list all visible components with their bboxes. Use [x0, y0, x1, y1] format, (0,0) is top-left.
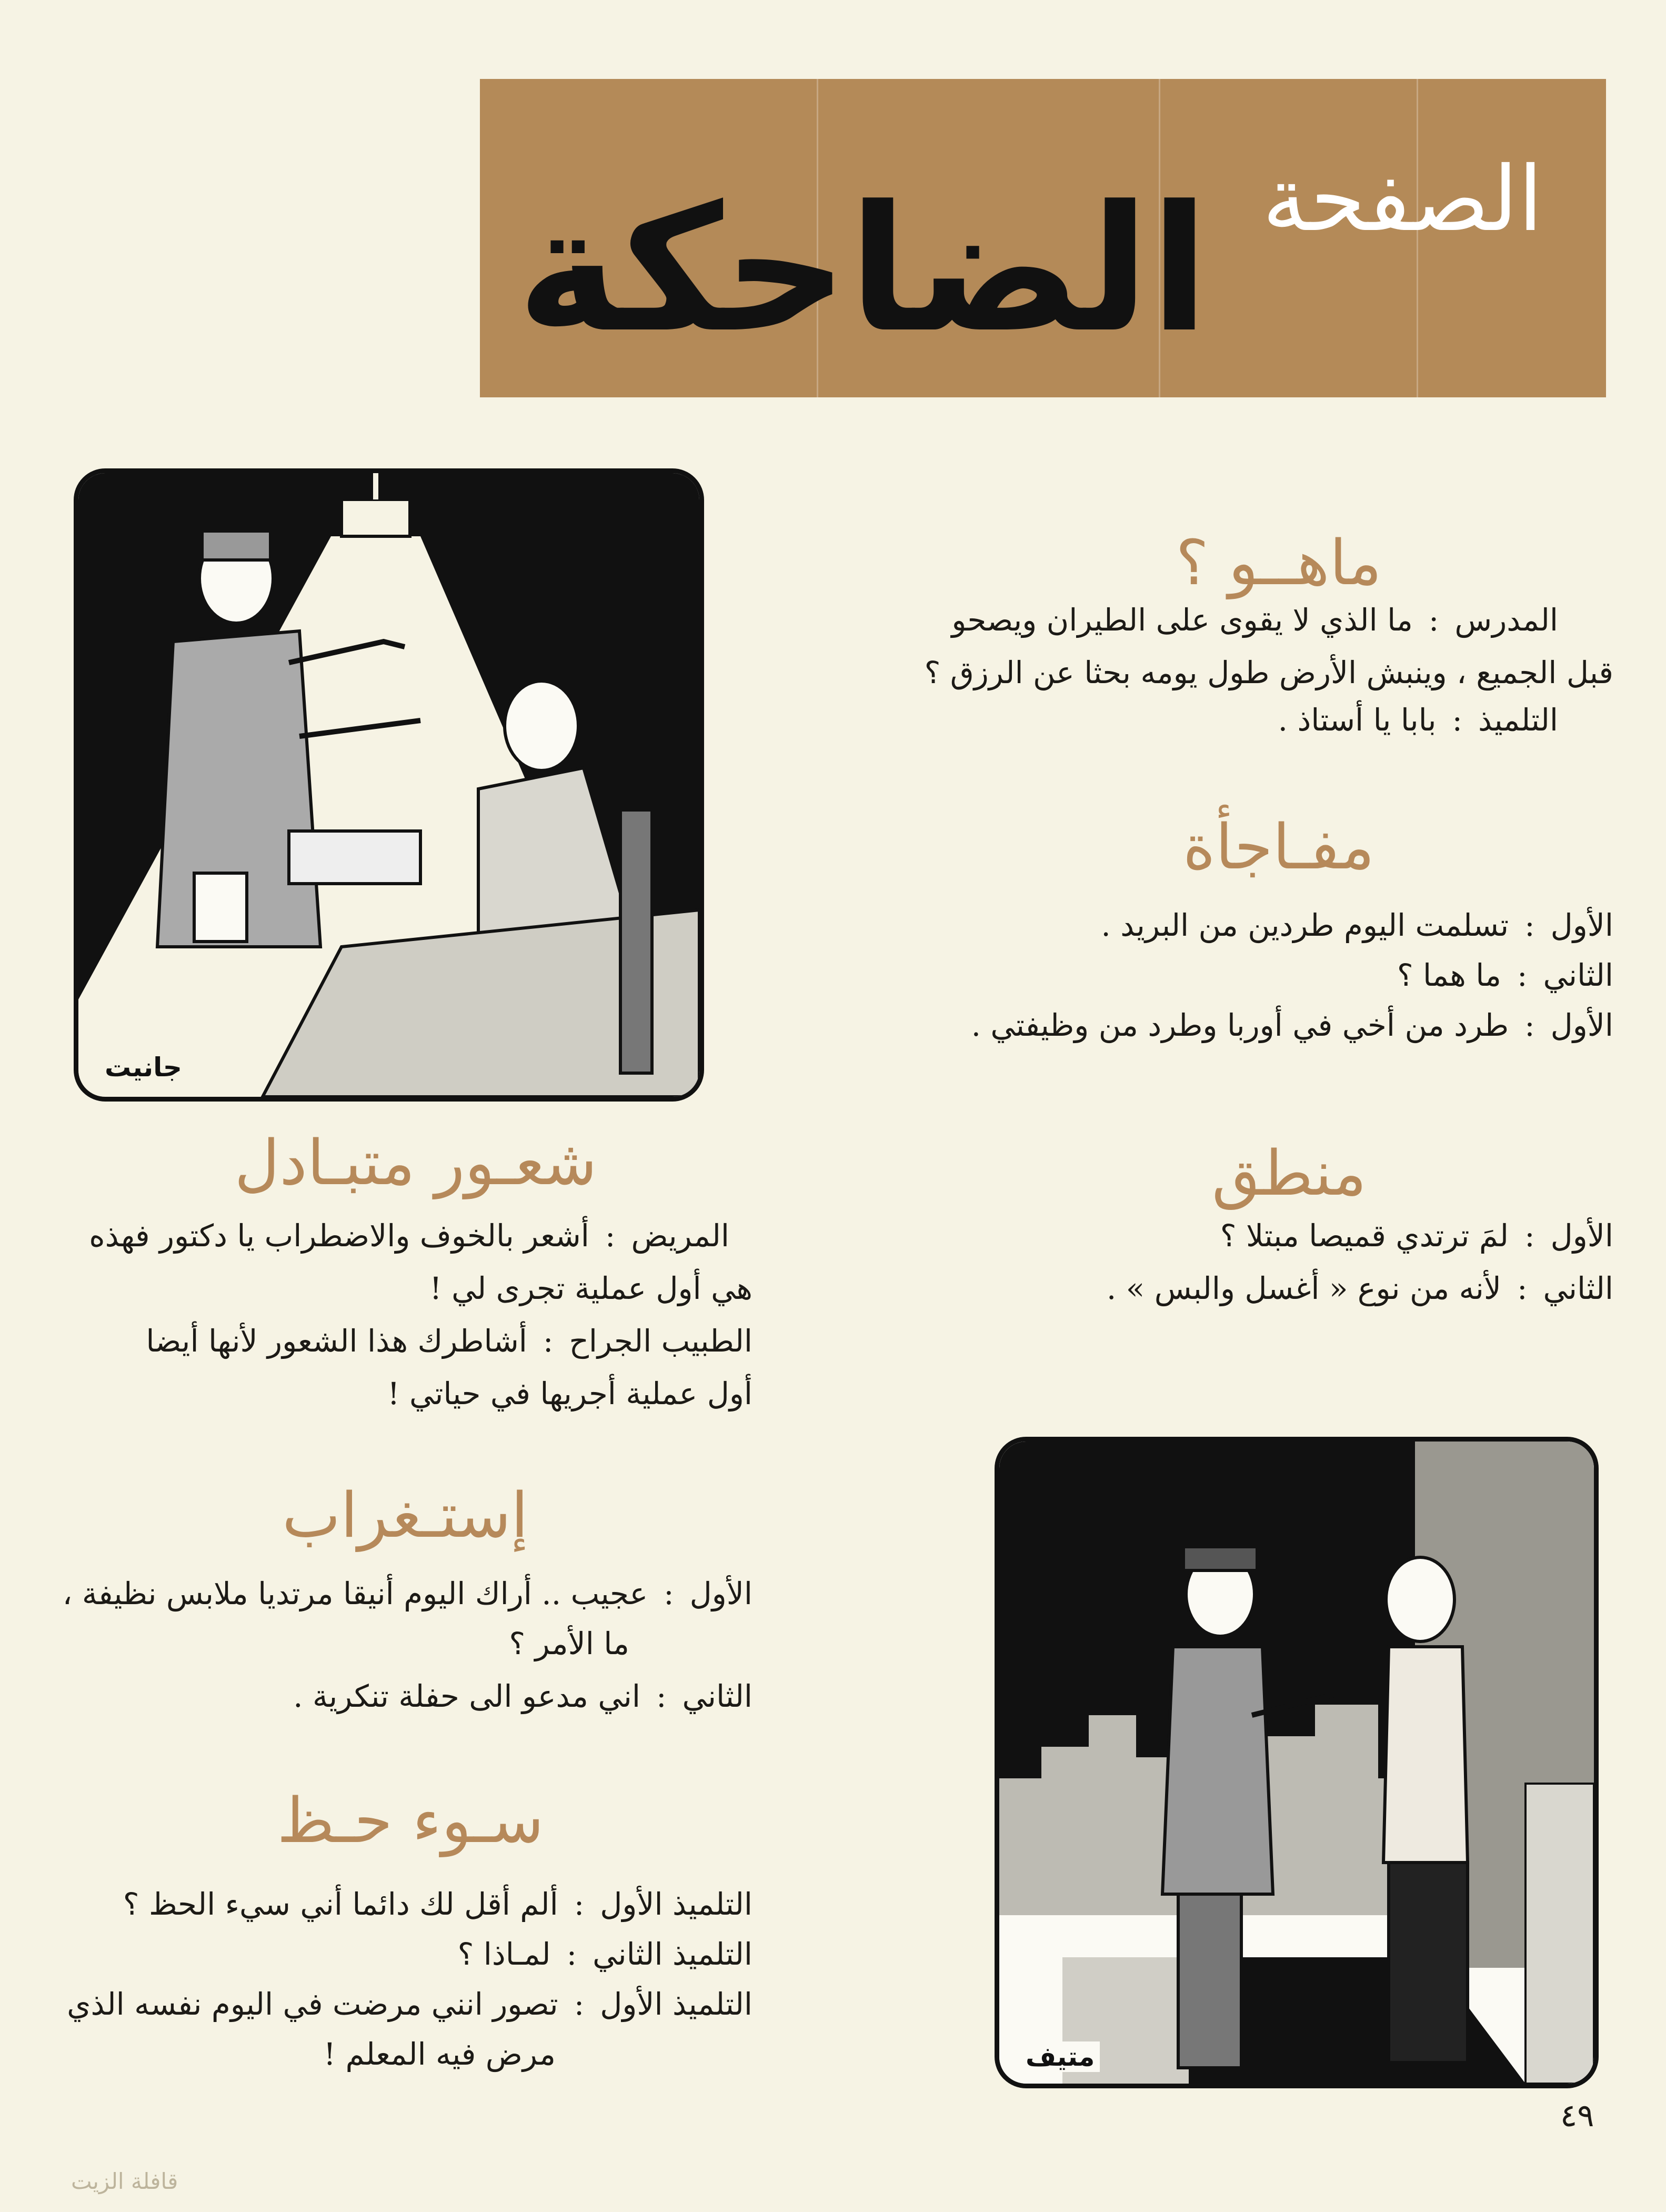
istighrab-line-2: [509, 1618, 629, 1669]
maho-line-3: التلميذ:بابا يا أستاذ .: [1278, 695, 1558, 745]
street-cartoon-signature: متيف: [1020, 2041, 1100, 2072]
mantiq-line-1: الأول:لمَ ترتدي قميصا مبتلا ؟: [1220, 1210, 1613, 1261]
dialogue-text: قبل الجميع ، وينبش الأرض طول يومه بحثا عن الرزق ؟: [924, 655, 1613, 690]
speaker: التلميذ الأول: [600, 1886, 752, 1922]
page-number: ٤٩: [1560, 2097, 1594, 2134]
speaker: التلميذ الأول: [600, 1986, 752, 2022]
istighrab-line-3: الثاني:اني مدعو الى حفلة تنكرية .: [293, 1671, 752, 1721]
speaker: الثاني: [1543, 1270, 1613, 1306]
header-title: الضاحكة: [517, 168, 1209, 371]
dialogue-text: طرد من أخي في أوربا وطرد من وظيفتي .: [971, 1007, 1509, 1043]
dialogue-text: ما الذي لا يقوى على الطيران ويصحو: [951, 602, 1413, 638]
speaker: التلميذ الثاني: [593, 1936, 752, 1972]
speaker: الأول: [689, 1576, 752, 1612]
street-cartoon: [995, 1437, 1599, 2088]
mufajaa-line-2: الثاني:ما هما ؟: [1397, 950, 1613, 1000]
shuur-line-3: الطبيب الجراح:أشاطرك هذا الشعور لأنها أيضا: [146, 1316, 752, 1366]
section-title-shuur: شعـور متبـادل: [234, 1126, 597, 1199]
shuur-line-2: [429, 1263, 752, 1314]
suu-hazz-line-2: التلميذ الثاني:لمـاذا ؟: [458, 1929, 752, 1979]
speaker: الثاني: [682, 1678, 752, 1714]
dialogue-text: اني مدعو الى حفلة تنكرية .: [293, 1678, 640, 1714]
shuur-line-4: [387, 1368, 752, 1419]
dialogue-text: أشاطرك هذا الشعور لأنها أيضا: [146, 1323, 527, 1359]
dialogue-text: لأنه من نوع « أغسل والبس » .: [1106, 1270, 1501, 1306]
doctor-cartoon-illustration: [78, 473, 699, 1097]
speaker: المدرس: [1454, 602, 1558, 638]
mantiq-line-2: الثاني:لأنه من نوع « أغسل والبس » .: [1107, 1263, 1613, 1314]
header-subtitle: الصفحة: [1262, 147, 1543, 252]
suu-hazz-line-3: التلميذ الأول:تصور انني مرضت في اليوم نفسه الذي: [67, 1979, 752, 2029]
speaker: الثاني: [1543, 957, 1613, 993]
dialogue-text: مرض فيه المعلم !: [323, 2036, 556, 2072]
shuur-line-1: المريض:أشعر بالخوف والاضطراب يا دكتور فهذه: [89, 1210, 729, 1261]
dialogue-text: تصور انني مرضت في اليوم نفسه الذي: [67, 1986, 558, 2022]
suu-hazz-line-4: [324, 2029, 556, 2079]
dialogue-text: لمَ ترتدي قميصا مبتلا ؟: [1220, 1218, 1509, 1254]
dialogue-text: هي أول عملية تجرى لي !: [429, 1270, 752, 1306]
dialogue-text: لمـاذا ؟: [457, 1936, 551, 1972]
speaker: المريض: [631, 1218, 729, 1254]
dialogue-text: أشعر بالخوف والاضطراب يا دكتور فهذه: [89, 1218, 589, 1254]
maho-line-1: المدرس:ما الذي لا يقوى على الطيران ويصحو: [951, 595, 1558, 645]
maho-line-2: [925, 647, 1613, 698]
dialogue-text: أول عملية أجريها في حياتي !: [387, 1376, 752, 1412]
section-title-mufajaa: مفـاجأة: [1182, 810, 1375, 883]
doctor-cartoon: [74, 468, 704, 1102]
section-title-mantiq: منطق: [1211, 1137, 1367, 1209]
dialogue-text: ألم أقل لك دائما أني سيء الحظ ؟: [123, 1886, 558, 1922]
header-banner: [480, 79, 1606, 397]
speaker: الأول: [1550, 1218, 1613, 1254]
speaker: الطبيب الجراح: [569, 1323, 752, 1359]
speaker: الأول: [1550, 1007, 1613, 1043]
footer-magazine-mark: قافلة الزيت: [71, 2168, 178, 2194]
section-title-maho: ماهــو ؟: [1176, 526, 1382, 599]
section-title-suu-hazz: سـوء حـظ: [277, 1784, 544, 1857]
dialogue-text: تسلمت اليوم طردين من البريد .: [1101, 907, 1509, 943]
section-title-istighrab: إستـغراب: [282, 1479, 528, 1552]
istighrab-line-1: الأول:عجيب .. أراك اليوم أنيقا مرتديا ملابس نظيفة ،: [63, 1568, 752, 1619]
speaker: التلميذ: [1478, 702, 1558, 738]
dialogue-text: ما هما ؟: [1397, 957, 1501, 993]
dialogue-text: بابا يا أستاذ .: [1278, 702, 1437, 738]
mufajaa-line-1: الأول:تسلمت اليوم طردين من البريد .: [1101, 900, 1613, 950]
dialogue-text: عجيب .. أراك اليوم أنيقا مرتديا ملابس نظيفة ،: [62, 1576, 648, 1612]
street-cartoon-illustration: [999, 1442, 1594, 2084]
speaker: الأول: [1550, 907, 1613, 943]
doctor-cartoon-signature: جانيت: [99, 1052, 187, 1083]
suu-hazz-line-1: التلميذ الأول:ألم أقل لك دائما أني سيء الحظ ؟: [123, 1879, 752, 1929]
mufajaa-line-3: الأول:طرد من أخي في أوربا وطرد من وظيفتي .: [971, 1000, 1613, 1050]
dialogue-text: ما الأمر ؟: [509, 1626, 629, 1661]
